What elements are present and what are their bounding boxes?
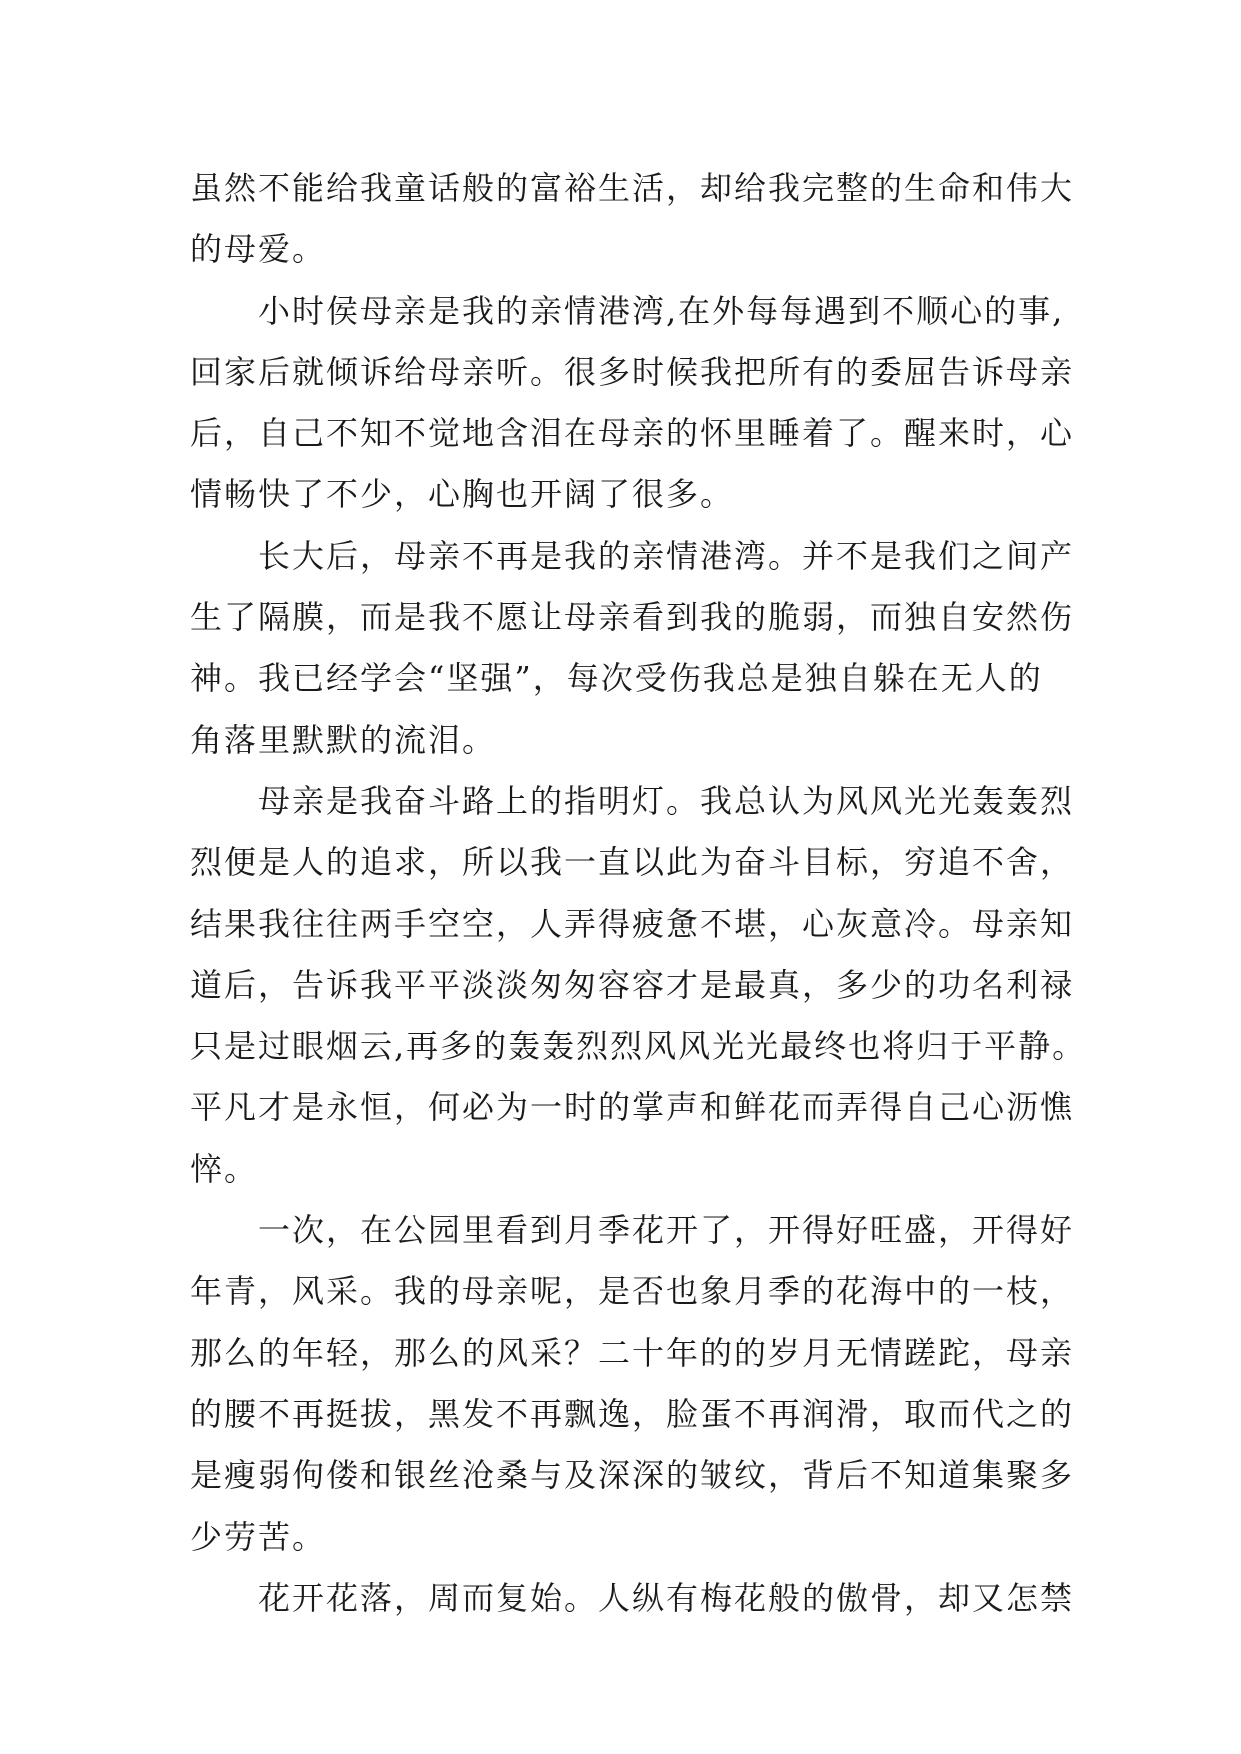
text-line: 少劳苦。 [190,1517,327,1556]
text-line: 一次，在公园里看到月季花开了，开得好旺盛，开得好 [258,1211,1075,1250]
text-line: 平凡才是永恒，何必为一时的掌声和鲜花而弄得自己心沥憔 [190,1088,1075,1127]
text-line: 母亲是我奋斗路上的指明灯。我总认为风风光光轰轰烈 [258,781,1075,820]
paragraph [190,158,1090,281]
text-line: 花开花落，周而复始。人纵有梅花般的傲骨，却又怎禁 [258,1578,1075,1617]
text-line: 长大后，母亲不再是我的亲情港湾。并不是我们之间产 [258,536,1075,575]
article-body [190,158,1090,1629]
text-line: 小时侯母亲是我的亲情港湾,在外每每遇到不顺心的事, [258,291,1065,330]
paragraph [190,1200,1090,1568]
paragraph [190,771,1090,1200]
text-line: 的母爱。 [190,230,327,269]
text-line: 那么的年轻，那么的风采？二十年的的岁月无情蹉跎，母亲 [190,1333,1075,1372]
text-line: 烈便是人的追求，所以我一直以此为奋斗目标，穷追不舍， [190,843,1075,882]
text-line: 悴。 [190,1149,259,1188]
text-line: 年青，风采。我的母亲呢，是否也象月季的花海中的一枝， [190,1272,1075,1311]
text-line: 生了隔膜，而是我不愿让母亲看到我的脆弱，而独自安然伤 [190,598,1075,637]
paragraph [190,281,1090,526]
text-line: 角落里默默的流泪。 [190,720,497,759]
paragraph [190,1568,1090,1629]
text-line: 是瘦弱佝偻和银丝沧桑与及深深的皱纹，背后不知道集聚多 [190,1456,1075,1495]
text-line: 情畅快了不少，心胸也开阔了很多。 [190,475,735,514]
text-line: 后，自己不知不觉地含泪在母亲的怀里睡着了。醒来时，心 [190,414,1075,453]
paragraph [190,526,1090,771]
text-line: 结果我往往两手空空，人弄得疲惫不堪，心灰意冷。母亲知 [190,904,1075,943]
text-line: 道后，告诉我平平淡淡匆匆容容才是最真，多少的功名利禄 [190,965,1075,1004]
text-line: 的腰不再挺拔，黑发不再飘逸，脸蛋不再润滑，取而代之的 [190,1394,1075,1433]
text-line: 虽然不能给我童话般的富裕生活，却给我完整的生命和伟大 [190,169,1075,207]
text-line: 神。我已经学会“坚强”，每次受伤我总是独自躲在无人的 [190,659,1043,698]
text-line: 回家后就倾诉给母亲听。很多时候我把所有的委屈告诉母亲 [190,352,1075,391]
text-line: 只是过眼烟云,再多的轰轰烈烈风风光光最终也将归于平静。 [190,1027,1087,1066]
